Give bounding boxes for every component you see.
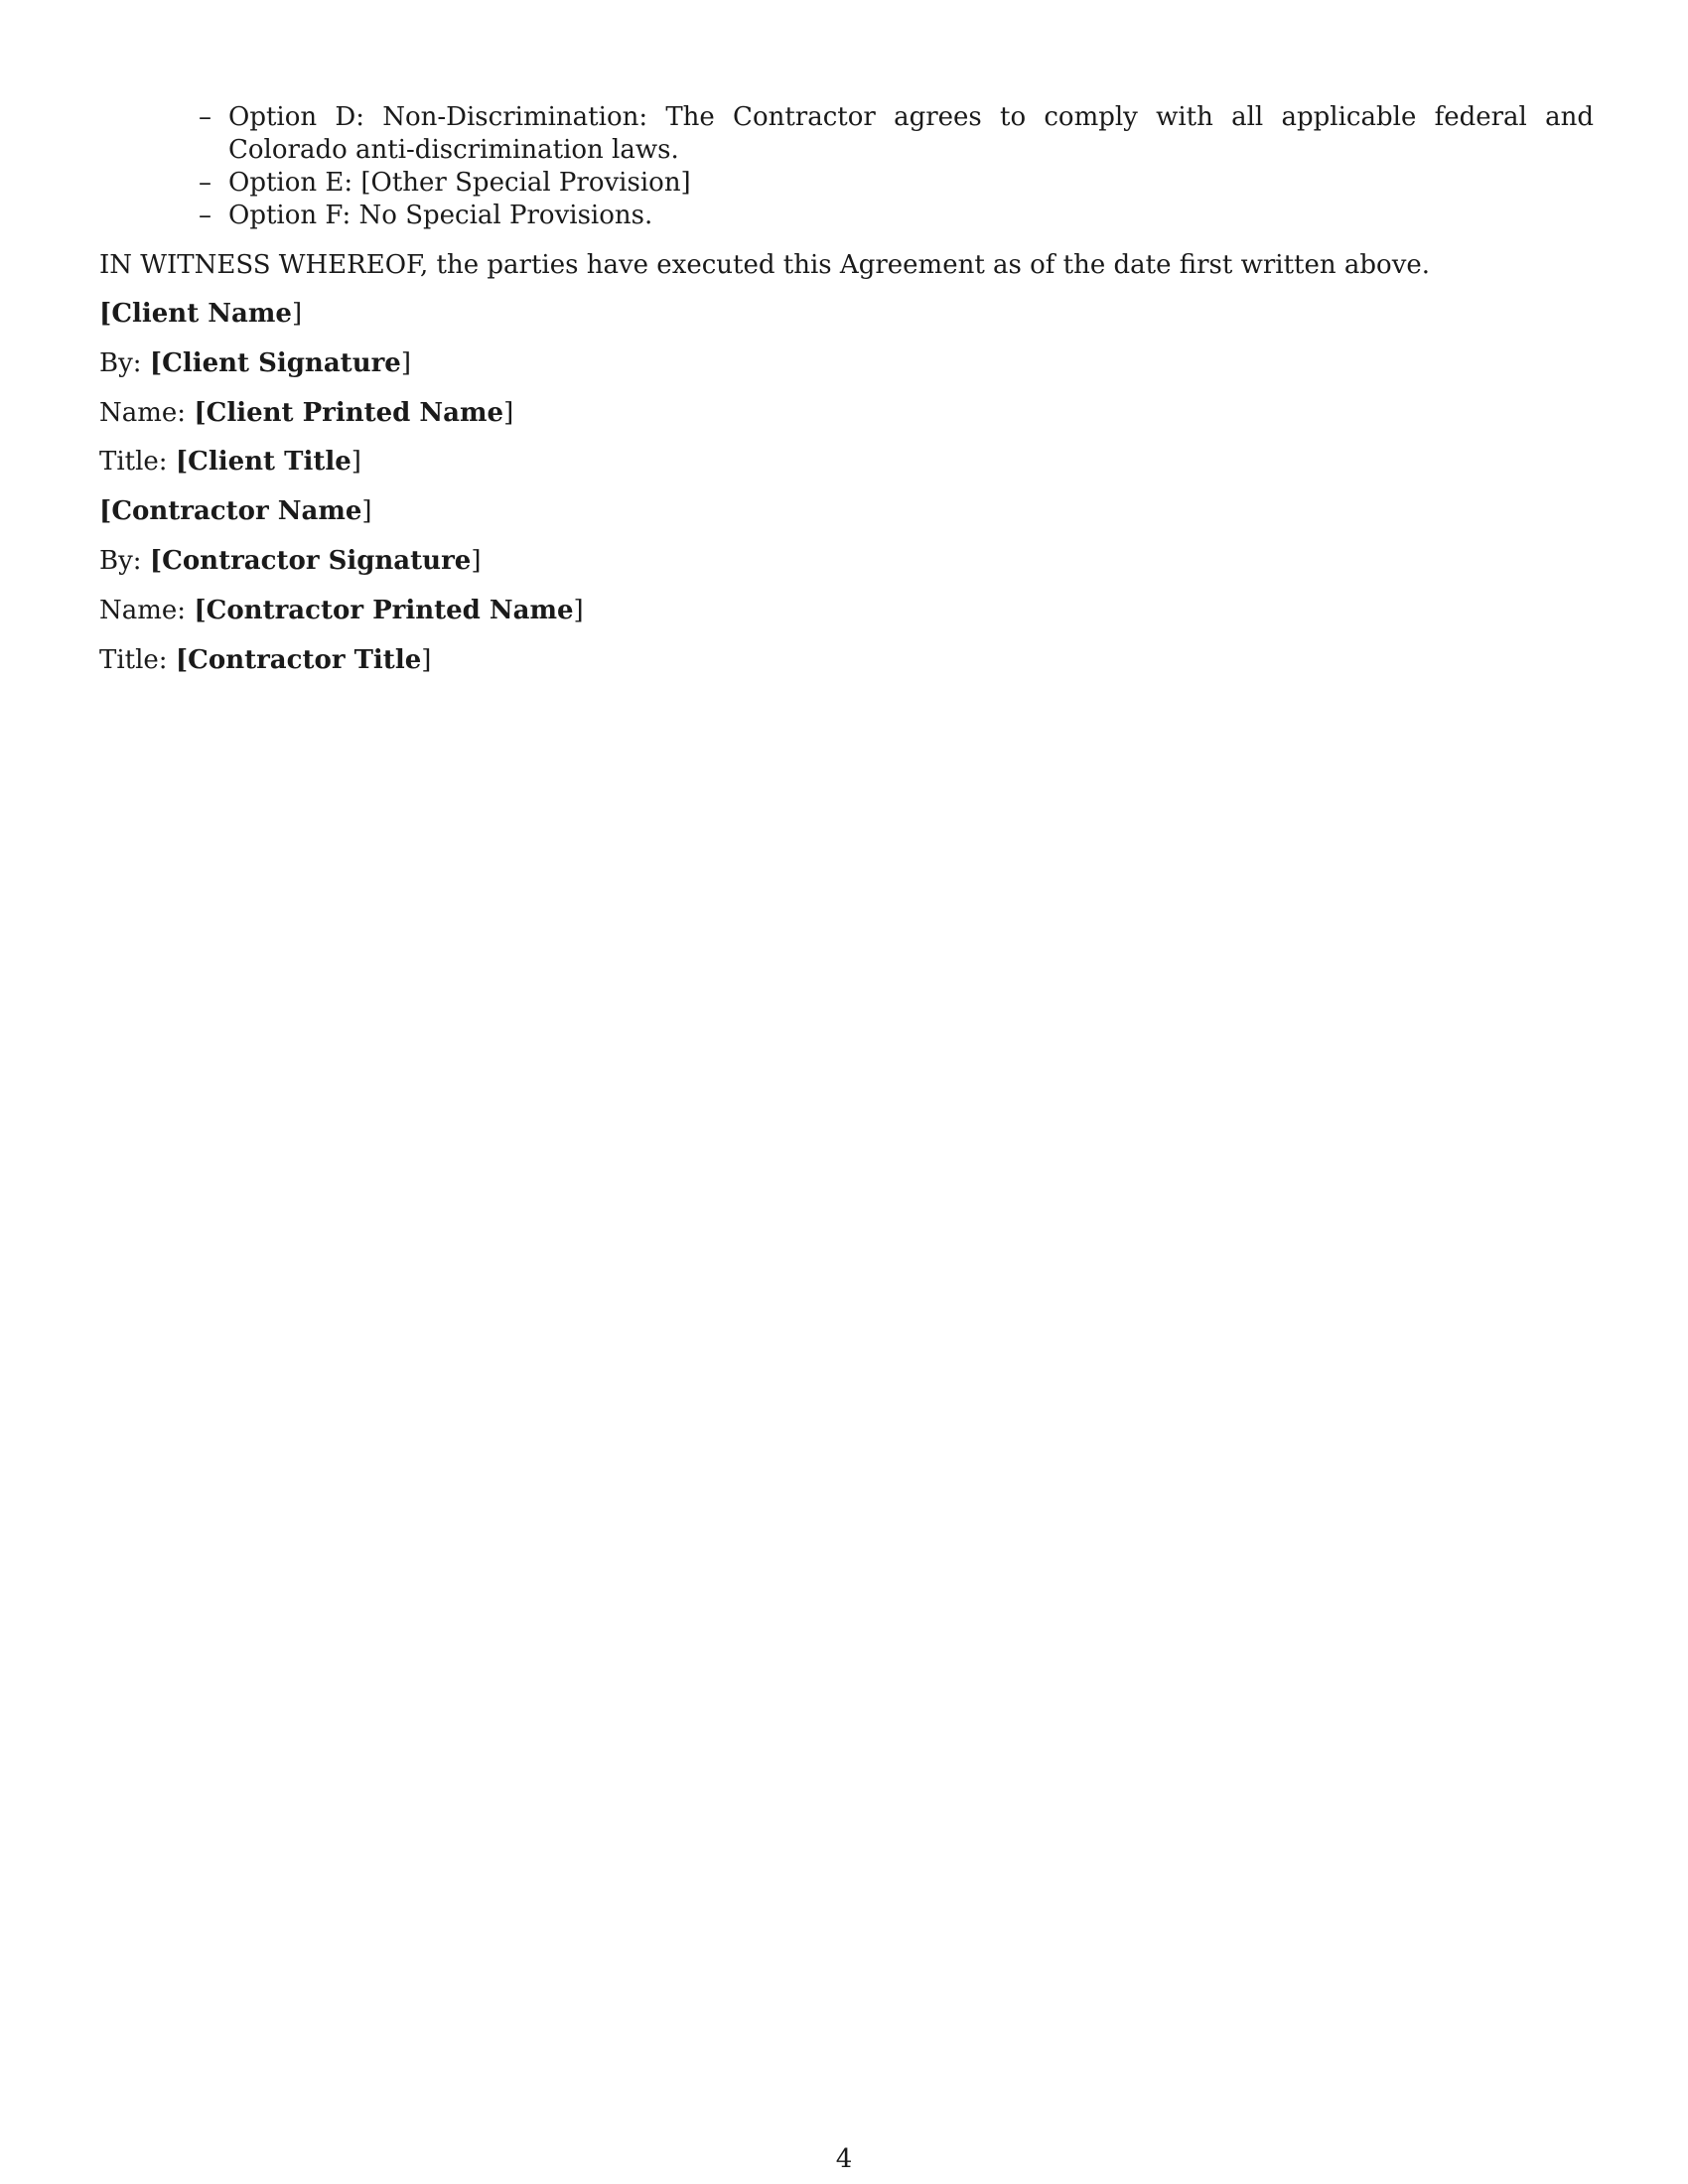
contractor-printed-name-field: Contractor Printed Name (206, 596, 574, 625)
client-printed-name-field: Client Printed Name (206, 398, 504, 428)
client-name-bracket-close: ] (291, 299, 303, 329)
option-e-text: Option E: [Other Special Provision] (228, 168, 691, 198)
client-name-line (99, 298, 302, 331)
contractor-title-line: Title: [Contractor Title] (99, 645, 432, 675)
client-title-label: Title: (99, 447, 168, 477)
client-by-label: By: (99, 348, 142, 378)
client-title-line: Title: [Client Title] (99, 447, 361, 477)
client-printed-name-line: Name: [Client Printed Name] (99, 398, 514, 428)
contractor-name-bracket-open: [ (99, 496, 112, 526)
client-name-bracket-open: [ (99, 299, 112, 329)
option-d-item (199, 101, 1594, 167)
client-title-field: Client Title (188, 447, 352, 477)
contractor-title-label: Title: (99, 645, 168, 675)
contractor-name: Contractor Name (111, 496, 362, 526)
list-dash: – (199, 102, 211, 132)
contractor-name-line (99, 495, 372, 528)
option-e-item (199, 167, 1594, 200)
list-dash: – (199, 201, 211, 230)
client-printed-label: Name: (99, 398, 187, 428)
witness-statement: IN WITNESS WHEREOF, the parties have executed this Agreement as of the date first written above. (99, 250, 1431, 280)
contractor-name-bracket-close: ] (361, 496, 372, 526)
option-f-text: Option F: No Special Provisions. (228, 201, 653, 230)
page-number: 4 (835, 2144, 853, 2174)
contractor-by-line: By: [Contractor Signature] (99, 546, 482, 576)
list-dash: – (199, 168, 211, 198)
option-f-item (199, 200, 1594, 232)
client-by-line: By: [Client Signature] (99, 348, 411, 378)
special-provisions-options (199, 101, 1594, 232)
option-d-text: Option D: Non-Discrimination: The Contractor agrees to comply with all applicable federal and Colorado anti-discrimination laws. (228, 102, 1594, 165)
contractor-title-field: Contractor Title (188, 645, 422, 675)
contractor-by-label: By: (99, 546, 142, 576)
contractor-printed-label: Name: (99, 596, 187, 625)
client-name: Client Name (111, 299, 292, 329)
contractor-signature-field: Contractor Signature (162, 546, 472, 576)
client-signature-field: Client Signature (162, 348, 401, 378)
contractor-printed-name-line: Name: [Contractor Printed Name] (99, 596, 584, 625)
